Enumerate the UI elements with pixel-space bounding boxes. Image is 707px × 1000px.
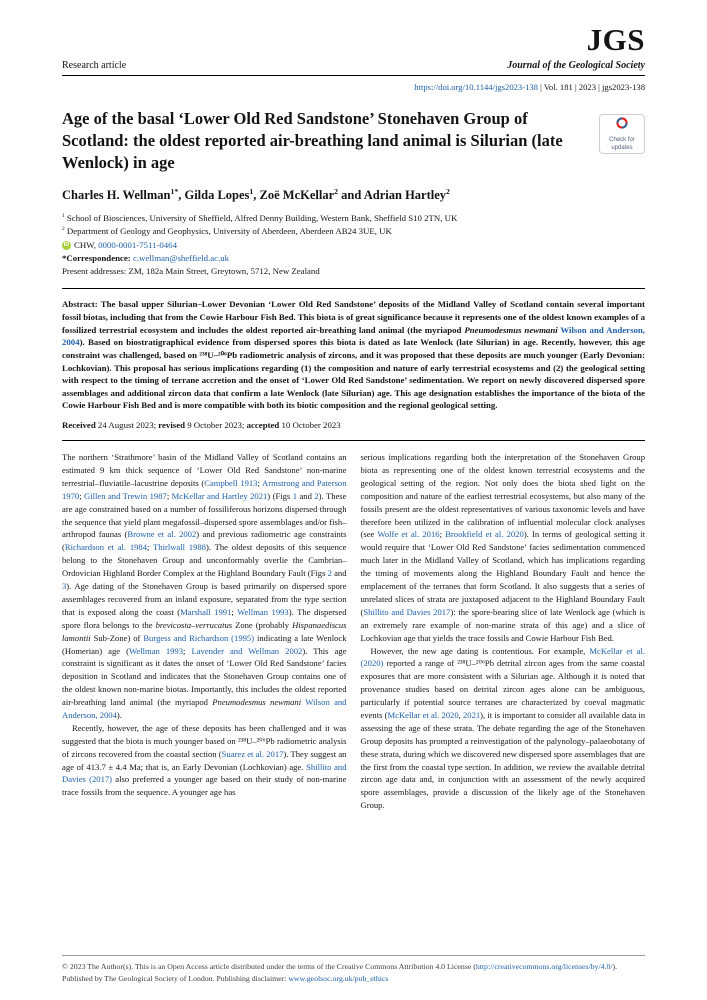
article-type-label: Research article: [62, 60, 127, 71]
left-column: [62, 451, 347, 955]
inline-link[interactable]: McKellar et al. 2020: [387, 709, 459, 720]
masthead: [62, 24, 645, 92]
inline-link[interactable]: Armstrong and Paterson 1970: [62, 477, 347, 501]
check-for-updates-badge[interactable]: [599, 114, 645, 154]
inline-link[interactable]: 0000-0001-7511-0464: [98, 239, 177, 250]
inline-b: *Correspondence:: [62, 252, 133, 263]
inline-i: brevicosta–verrucatus: [155, 619, 233, 630]
body-paragraph: Recently, however, the age of these deposits has been challenged and it was suggested that the biota is much younger based on ²³⁸U–²⁰⁶Pb radiometric analysis of zircons recovered from the coastal section (Suarez et al. 2017). They suggest an age of 413.7 ± 4.4 Ma; that is, an Early Devonian (Lochkovian) age. Shillito and Davies (2017) also preferred a younger age based on their study of non-marine trace fossils from the sequence. A younger age has: [62, 722, 347, 798]
right-column: [361, 451, 646, 955]
copyright-notice: © 2023 The Author(s). This is an Open Access article distributed under the terms of the Creative Commons Attribution 4.0 License (http://creativecommons.org/licenses/by/4.0/). Published by The Geological Society of London. Publishing disclaimer: www.geolsoc.org.uk/pub_ethics: [62, 962, 618, 983]
inline-i: Pneumodesmus newmani: [212, 697, 302, 708]
doi-link[interactable]: https://doi.org/10.1144/jgs2023-138: [414, 82, 538, 92]
inline-sup: 2: [62, 226, 65, 233]
received-revised-accepted: Received 24 August 2023; revised 9 October 2023; accepted 10 October 2023: [62, 420, 341, 431]
inline-link[interactable]: http://creativecommons.org/licenses/by/4.0/: [475, 962, 613, 972]
badge-line-2: updates: [611, 144, 633, 151]
inline-link[interactable]: Campbell 1913: [204, 477, 258, 488]
inline-b: Abstract:: [62, 299, 101, 310]
inline-b: revised: [158, 420, 185, 431]
crossmark-icon: [615, 116, 629, 135]
inline-sup: 2: [446, 187, 450, 197]
citation-line: [62, 82, 645, 92]
inline-link[interactable]: Suarez et al. 2017: [221, 748, 284, 759]
inline-link[interactable]: c.wellman@sheffield.ac.uk: [132, 252, 230, 263]
inline-link[interactable]: www.geolsoc.org.uk/pub_ethics: [288, 973, 389, 983]
journal-name: Journal of the Geological Society: [507, 60, 645, 71]
inline-link[interactable]: Lavender and Wellman 2002: [191, 645, 303, 656]
correspondence-line: [62, 252, 645, 265]
inline-link[interactable]: Brookfield et al. 2020: [445, 529, 524, 540]
inline-link[interactable]: Wellman 1993: [237, 606, 289, 617]
masthead-row: [62, 60, 645, 76]
journal-logo: JGS: [586, 22, 645, 57]
orcid-id-text: CHW, 0000-0001-7511-0464: [74, 239, 177, 250]
inline-link[interactable]: Wilson and Anderson, 2004: [62, 324, 645, 348]
article-title: Age of the basal ‘Lower Old Red Sandstone’ Stonehaven Group of Scotland: the oldest reported air-breathing land animal is Silurian (late Wenlock) in age: [62, 109, 563, 172]
divider: [62, 440, 645, 441]
orcid-line: [62, 239, 645, 252]
body-paragraph: However, the new age dating is contentious. For example, McKellar et al. (2020) reported a range of ²³⁸U–²⁰⁶Pb detrital zircon ages from the same coastal exposures that are more consistent with a Silurian age. Although it is noted that provenance studies based on detrital zircon ages alone can be ambiguous, particularly if potential source terranes are characterized by coeval magmatic events (McKellar et al. 2020, 2021), it is important to consider all available data in assessing the age of these strata. The debate regarding the age of the Stonehaven Group deposits has prompted a reinvestigation of the palynology–palaeobotany of these strata, during which we discovered new dispersed spore assemblages that are the first from the coastal type section. In addition, we review the available detrital zircon age data and, in conjunction with an assessment of the newly acquired spore assemblages, provide a discussion of the likely age of the Stonehaven Group.: [360, 645, 645, 811]
volume-issue-text: | Vol. 181 | 2023 | jgs2023-138: [537, 82, 645, 92]
page-footer: [62, 955, 645, 984]
inline-link[interactable]: Browne et al. 2002: [127, 529, 197, 540]
badge-line-1: Check for: [609, 137, 635, 143]
abstract-paragraph: Abstract: The basal upper Silurian–Lower Devonian ‘Lower Old Red Sandstone’ deposits of the Midland Valley of Scotland contain several important fossil biotas, including that from the Cowie Harbour Fish Bed. This biota is of great significance because it represents one of the oldest known examples of a fossilized terrestrial ecosystem and includes the oldest reported air-breathing land animal (the myriapod Pneumodesmus newmani Wilson and Anderson, 2004). Based on biostratigraphical evidence from dispersed spores this biota is dated as late Wenlock (late Silurian) in age. Recently, however, this age constraint was challenged, based on ²³⁸U–²⁰⁶Pb radiometric analysis of zircons, and it was proposed that these deposits are much younger (Early Devonian: Lochkovian). This proposal has serious implications regarding (1) the composition and nature of early terrestrial ecosystems and (2) the geological setting with respect to the timing of terrane accretion and the onset of ‘Lower Old Red Sandstone’ sedimentation. We report on newly discovered dispersed spore assemblages and additional zircon data that confirm a late Wenlock (late Silurian) age. This age designation establishes the importance of the biota of the Cowie Harbour Fish Bed and is more compatible with both its biotic composition and the regional geological setting.: [62, 299, 645, 411]
inline-sup: 2: [334, 187, 339, 197]
inline-link[interactable]: 1: [292, 490, 298, 501]
inline-link[interactable]: Thirlwall 1988: [153, 542, 206, 553]
inline-link[interactable]: Richardson et al. 1984: [64, 542, 148, 553]
inline-sup: 1: [249, 187, 254, 197]
inline-link[interactable]: Wolfe et al. 2016: [377, 529, 440, 540]
inline-sup: 1: [62, 213, 65, 220]
inline-link[interactable]: Shillito and Davies 2017: [363, 606, 451, 617]
inline-b: Received: [62, 420, 96, 431]
inline-link[interactable]: McKellar et al. (2020): [360, 645, 645, 669]
affiliation-2: $^2$ Department of Geology and Geophysics, University of Aberdeen, Aberdeen AB24 3UE, UK: [62, 226, 392, 237]
logo-row: [62, 24, 645, 55]
divider: [62, 288, 645, 289]
inline-link[interactable]: Shillito and Davies (2017): [62, 761, 347, 785]
title-block: [62, 108, 645, 173]
inline-link[interactable]: Burgess and Richardson (1995): [143, 632, 255, 643]
inline-b: accepted: [246, 420, 280, 431]
affiliations-block: [62, 212, 645, 278]
inline-i: Pneumodesmus newmani: [464, 324, 558, 335]
inline-link[interactable]: 2021: [462, 709, 481, 720]
inline-i: Hispanaediscus lamontii: [62, 619, 347, 643]
inline-link[interactable]: Wellman 1993: [128, 645, 184, 656]
affiliation-1: $^1$ School of Biosciences, University of Sheffield, Alfred Denny Building, Western Bank, Sheffield S10 2TN, UK: [62, 213, 458, 224]
orcid-icon[interactable]: iD: [63, 242, 70, 249]
inline-sup: 1*: [170, 187, 179, 197]
authors-line: Charles H. Wellman$^{1*}$, Gilda Lopes$^1$, Zoë McKellar$^2$ and Adrian Hartley$^2$: [62, 187, 450, 203]
present-address-line: Present addresses: ZM, 182a Main Street, Greytown, 5712, New Zealand: [62, 266, 320, 277]
inline-link[interactable]: Gillen and Trewin 1987: [84, 490, 167, 501]
inline-link[interactable]: Wilson and Anderson, 2004: [62, 697, 347, 720]
inline-link[interactable]: 3: [62, 581, 67, 592]
inline-link[interactable]: McKellar and Hartley 2021: [171, 490, 268, 501]
body-paragraph: The northern ‘Strathmore’ basin of the Midland Valley of Scotland contains an estimated 9 km thick sequence of ‘Lower Old Red Sandstone’ non-marine terrestrial–fluviatile–lacustrine deposits (Campbell 1913; Armstrong and Paterson 1970; Gillen and Trewin 1987; McKellar and Hartley 2021) (Figs 1 and 2). These are age constrained based on a number of fossiliferous horizons dispersed through the sequence that yield plant megafossil–dispersed spore assemblages and/or fish–arthropod faunas (Browne et al. 2002) and previous radiometric age constraints (Richardson et al. 1984; Thirlwall 1988). The oldest deposits of this sequence belong to the Stonehaven Group and unconformably overlie the Cambrian–Ordovician Highland Border Complex at the Highland Boundary Fault (Figs 2 and 3). Age dating of the Stonehaven Group is based primarily on dispersed spore assemblages recovered from an inland exposure, separated from the type section that is exposed along the coast (Marshall 1991; Wellman 1993). The dispersed spore flora belongs to the brevicosta–verrucatus Zone (probably Hispanaediscus lamontii Sub-Zone) of Burgess and Richardson (1995) indicating a late Wenlock (Homerian) age (Wellman 1993; Lavender and Wellman 2002). This age constraint is significant as it dates the onset of ‘Lower Old Red Sandstone’ facies deposition in Scotland and indicates that the Stonehaven Group contains one of the oldest known non-marine biotas. Importantly, this includes the oldest reported air-breathing land animal (the myriapod Pneumodesmus newmani Wilson and Anderson, 2004).: [62, 452, 347, 720]
check-for-updates-label: [609, 137, 635, 152]
inline-link[interactable]: 2: [314, 490, 319, 501]
body-columns: [62, 451, 645, 955]
inline-link[interactable]: 2: [327, 568, 332, 579]
inline-link[interactable]: Marshall 1991: [180, 606, 232, 617]
body-paragraph: serious implications regarding both the interpretation of the Stonehaven Group biota as representing one of the oldest known terrestrial ecosystems and the geological setting of the region. Not only does the biota shed light on the composition and nature of the earliest terrestrial ecosystems, but also many of the fossils present are the oldest representatives of various taxonomic levels and have therefore been utilized in the calibration of influential molecular clock analyses (see Wolfe et al. 2016; Brookfield et al. 2020). In terms of geological setting it would require that ‘Lower Old Red Sandstone’ facies sedimentation commenced much later in the Midland Valley of Scotland, which has implications regarding the timing of movements along the Highland Boundary Fault and hence the emplacement of the terranes that form Scotland. It also suggests that a series of unrelated slices of strata are juxtaposed adjacent to the Highland Boundary Fault (Shillito and Davies 2017): the spore-bearing slice of late Wenlock age (which is an extremely rare example of non-marine strata of this age) and a slice of Lochkovian age that yields the trace fossils and Cowie Harbour Fish Bed.: [360, 452, 646, 643]
